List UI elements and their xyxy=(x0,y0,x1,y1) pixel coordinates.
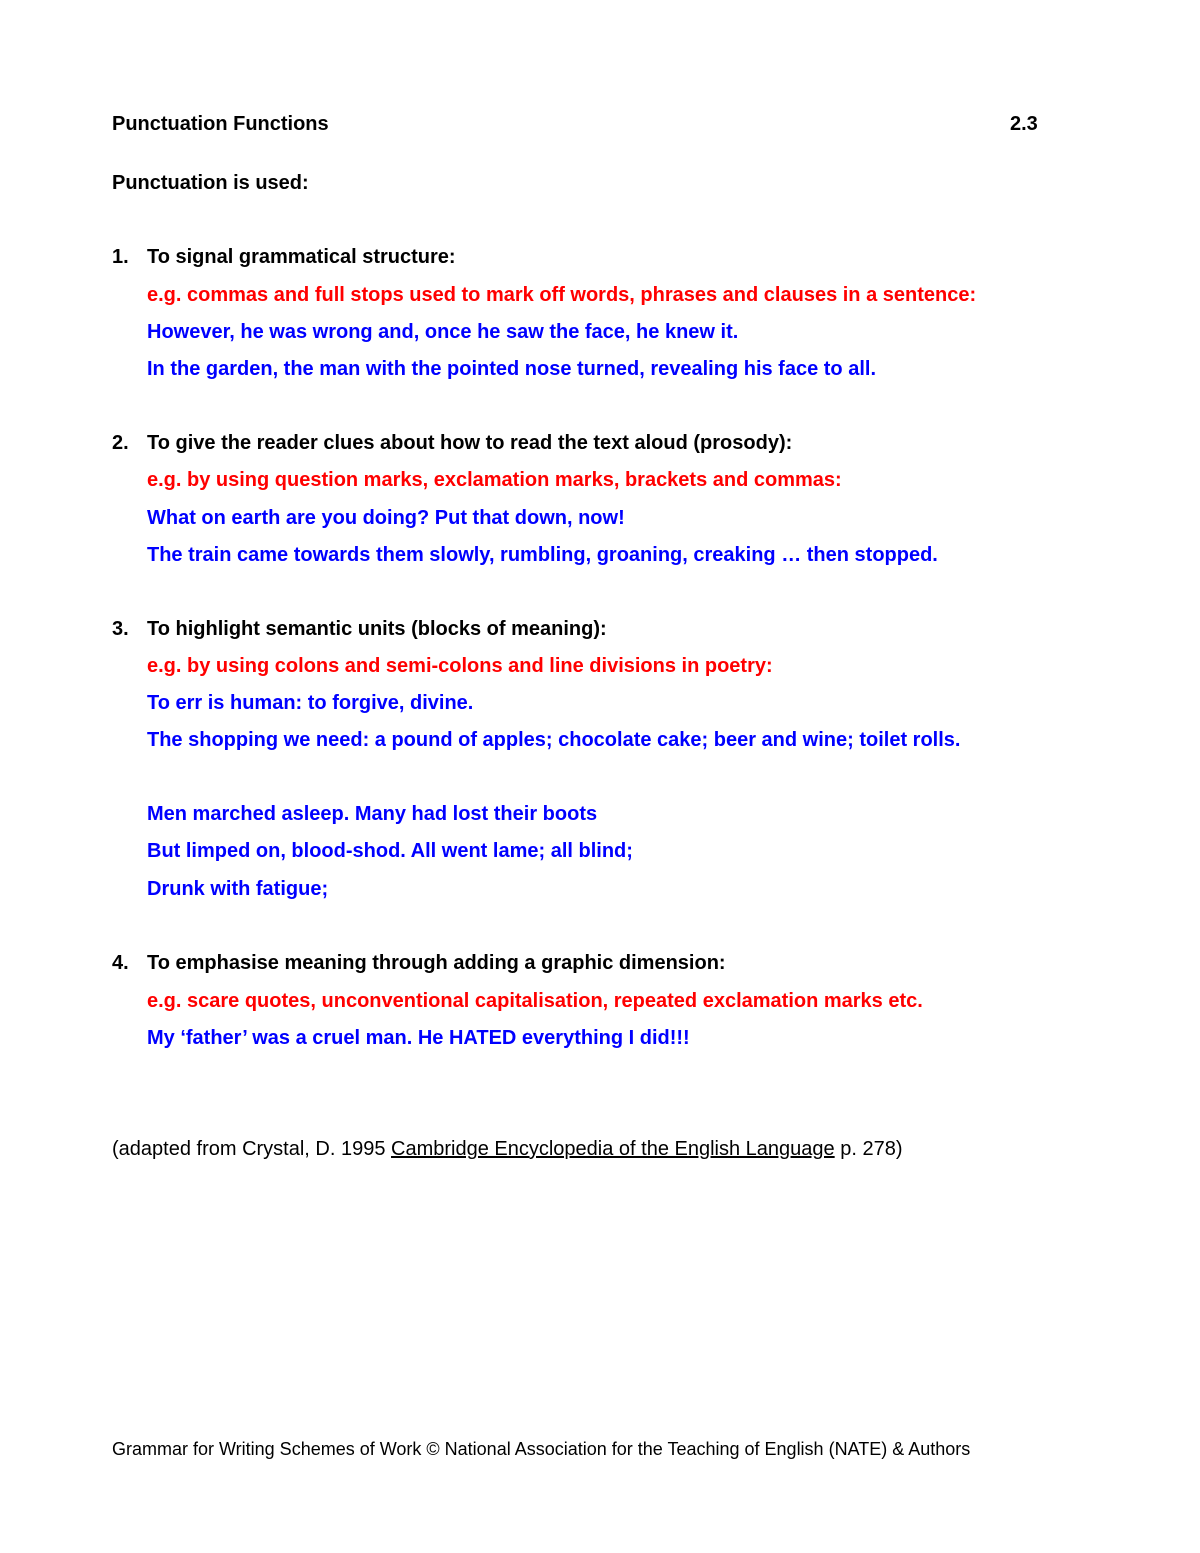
section-1-number: 1. xyxy=(112,246,129,268)
poem-line-1: Men marched asleep. Many had lost their boots xyxy=(147,803,598,825)
poem-line-3: Drunk with fatigue; xyxy=(147,878,329,900)
intro-text: Punctuation is used: xyxy=(112,172,309,194)
section-2-heading: To give the reader clues about how to read the text aloud (prosody): xyxy=(147,432,793,454)
section-4-example-1: My ‘father’ was a cruel man. He HATED everything I did!!! xyxy=(147,1027,690,1049)
section-3-example-2: The shopping we need: a pound of apples; chocolate cake; beer and wine; toilet rolls. xyxy=(147,729,961,751)
section-3-number: 3. xyxy=(112,618,129,640)
section-2-number: 2. xyxy=(112,432,129,454)
section-3-heading: To highlight semantic units (blocks of meaning): xyxy=(147,618,607,640)
section-1-example-intro: e.g. commas and full stops used to mark off words, phrases and clauses in a sentence: xyxy=(147,284,977,306)
section-2-example-intro: e.g. by using question marks, exclamation marks, brackets and commas: xyxy=(147,469,842,491)
section-2-example-1: What on earth are you doing? Put that down, now! xyxy=(147,507,625,529)
page-title: Punctuation Functions xyxy=(112,113,329,135)
section-4-heading: To emphasise meaning through adding a graphic dimension: xyxy=(147,952,726,974)
page-footer: Grammar for Writing Schemes of Work © National Association for the Teaching of English (NATE) & Authors xyxy=(112,1439,971,1459)
citation xyxy=(112,1137,902,1161)
section-2-example-2: The train came towards them slowly, rumbling, groaning, creaking … then stopped. xyxy=(147,544,938,566)
section-3-example-intro: e.g. by using colons and semi-colons and line divisions in poetry: xyxy=(147,655,773,677)
citation-prefix: (adapted from Crystal, D. 1995 xyxy=(112,1138,392,1160)
section-1-example-1: However, he was wrong and, once he saw the face, he knew it. xyxy=(147,321,739,343)
section-3-example-1: To err is human: to forgive, divine. xyxy=(147,692,474,714)
section-1-example-2: In the garden, the man with the pointed nose turned, revealing his face to all. xyxy=(147,358,876,380)
section-4-example-intro: e.g. scare quotes, unconventional capitalisation, repeated exclamation marks etc. xyxy=(147,990,923,1012)
section-number: 2.3 xyxy=(1010,113,1038,135)
citation-book-title: Cambridge Encyclopedia of the English Language xyxy=(391,1138,835,1160)
section-1-heading: To signal grammatical structure: xyxy=(147,246,456,268)
poem-line-2: But limped on, blood-shod. All went lame; all blind; xyxy=(147,840,633,862)
citation-suffix: p. 278) xyxy=(834,1138,903,1160)
section-4-number: 4. xyxy=(112,952,129,974)
